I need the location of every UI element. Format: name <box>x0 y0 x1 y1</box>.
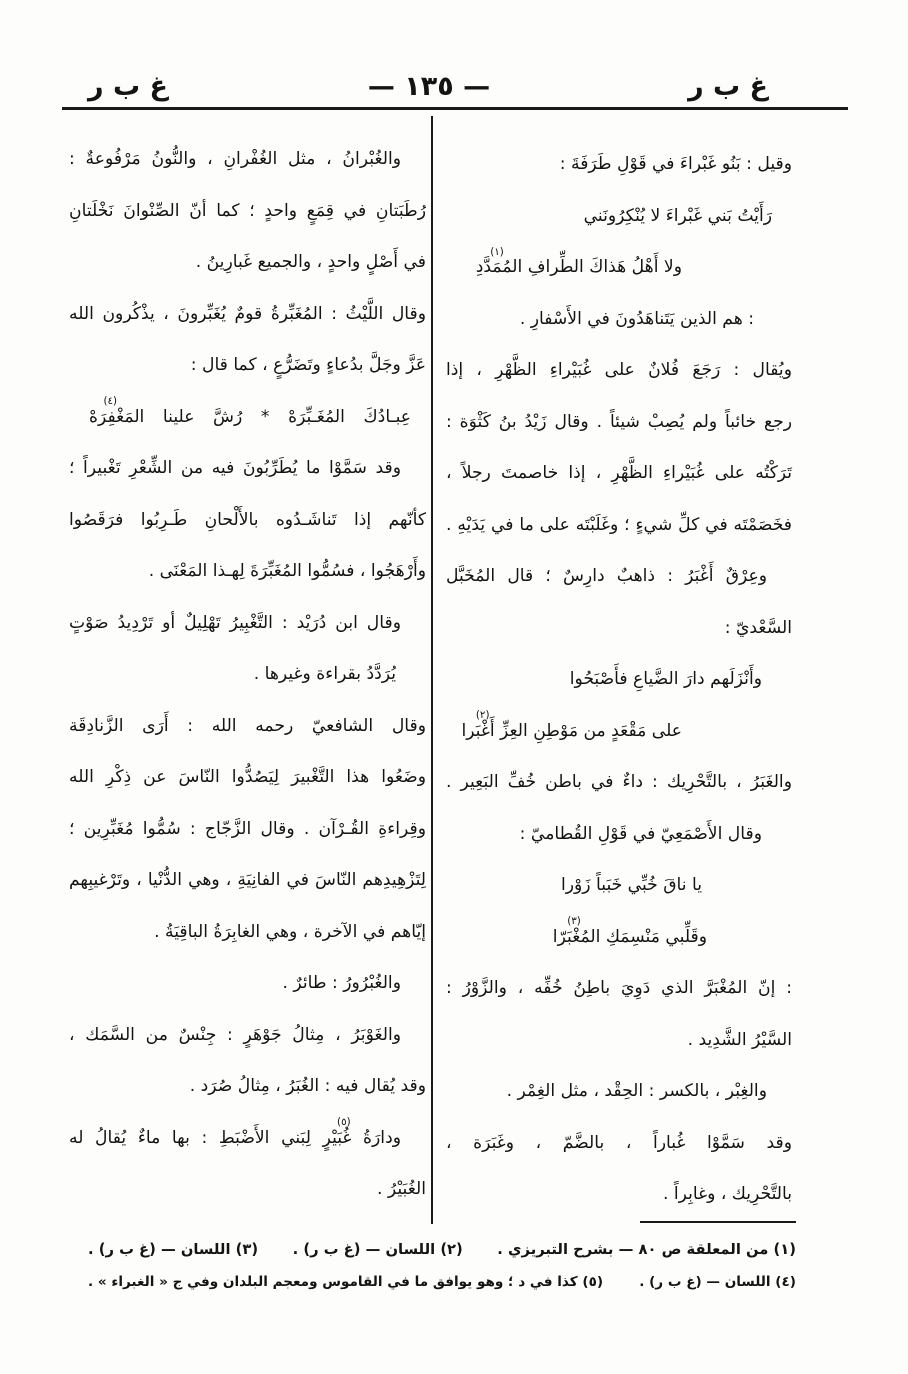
line-text: السَّيْرُ الشَّدِيد . <box>687 1029 792 1050</box>
footnotes-row <box>88 1237 796 1263</box>
line-content: ودارَةُ غُبَيْرٍ(٥) لِبَني الأَضْبَطِ : بها ماءٌ يُقالُ له <box>69 1116 401 1148</box>
footnote-number: (١) <box>773 1241 796 1258</box>
text-line <box>445 345 792 397</box>
text-line <box>68 649 426 701</box>
text-line <box>445 500 792 552</box>
text-line <box>68 1061 426 1113</box>
text-line <box>68 804 426 856</box>
line-text: الغُبَيْرُ . <box>377 1179 426 1199</box>
header-root-left: غ ب ر <box>88 71 168 102</box>
header-rule <box>62 107 848 110</box>
line-text: : إنّ المُغْبَرَّ الذي دَوِيَ باطِنُ خُفِّه ، والزَّوْرُ : <box>446 978 792 998</box>
header-root-right: غ ب ر <box>688 71 768 102</box>
verse-line <box>445 191 792 243</box>
line-text: لِتَزْهِيدِهم النّاسَ في الفانِيَةِ ، وهي الدُّنْيا ، وتَرْغيبِهم <box>69 870 426 890</box>
footnote-text: من المعلقة ص ٨٠ — بشرح التبريزي . <box>497 1241 769 1258</box>
line-text: وقَلِّبي مَنْسِمَكِ المُغْبَرّا <box>552 926 707 947</box>
footnote-text: اللسان — (غ ب ر) . <box>292 1241 436 1258</box>
line-text: تَرَكْتُه على غُبَيْراءِ الظَّهْرِ ، إذا خاصمتَ رجلاً ، <box>446 463 792 483</box>
text-line <box>68 907 426 959</box>
footnote-number: (٢) <box>440 1241 463 1258</box>
text-line <box>445 294 792 346</box>
text-line <box>68 1164 426 1216</box>
line-text: وقد سَمَّوْا ما يُطَرِّبُونَ فيه من الشِّعْرِ تَغْبيراً ؛ <box>69 458 401 478</box>
footnote-separator <box>640 1221 796 1223</box>
line-text: والغُبْرُورُ : طائرٌ . <box>282 973 401 993</box>
line-text: في أَصْلٍ واحدٍ ، والجميع غَبارِينُ . <box>195 252 426 272</box>
line-text: وقِراءةِ القُـرْآن . وقال الزَّجّاج : سُمُّوا مُغَبِّرِين ؛ <box>69 818 426 839</box>
text-line <box>445 1066 792 1118</box>
footnote-text: اللسان — (غ ب ر) . <box>88 1241 231 1258</box>
line-text: والغُبْرانُ ، مثل الغُفْرانِ ، والنُّونُ مَرْفُوعةٌ : <box>69 149 401 169</box>
column-divider <box>431 116 433 1224</box>
footnote-item <box>497 1237 796 1263</box>
verse-line <box>445 706 792 758</box>
footnote-item <box>88 1237 258 1263</box>
line-text: ودارَةُ غُبَيْرٍ <box>322 1127 401 1148</box>
line-text: فخَصَمْتَه في كلِّ شيءٍ ؛ وغَلَبْتَه على ما في يَدَيْهِ . <box>446 514 792 535</box>
footnote-number: (٥) <box>582 1274 604 1290</box>
line-text: وقد سَمَّوْا غُباراً ، بالضَّمّ ، وغَبَرَة ، <box>446 1132 792 1153</box>
line-text: وقال الشافعيّ رحمه الله : أَرَى الزَّنادِقَة <box>69 715 426 736</box>
line-text: السَّعْديّ : <box>724 617 792 638</box>
verse-line <box>68 392 426 444</box>
text-line <box>445 1169 792 1221</box>
line-content: ولا أَهْلُ هَذاكَ الطِّرافِ المُمَدَّدِ(١) <box>475 245 682 277</box>
line-text: والغِبْر ، بالكسر : الحِقْد ، مثل الغِمْر . <box>506 1081 767 1101</box>
footnote-item <box>293 1237 463 1263</box>
text-line <box>68 237 426 289</box>
line-text-continued: لِبَني الأَضْبَطِ : بها ماءٌ يُقالُ له <box>69 1127 311 1148</box>
line-text: رُطَبَتانِ في قِمَعٍ واحدٍ ؛ كما أنّ الصِّنْوانَ نَخْلَتانِ <box>69 200 426 221</box>
text-line <box>68 752 426 804</box>
left-column <box>68 134 426 1216</box>
text-line <box>445 809 792 861</box>
line-text: كأنّهم إذا تَناشَـدُوه بالأَلْحانِ طَـرِبُوا فرَقَصُوا <box>69 509 426 530</box>
text-line <box>68 1113 426 1165</box>
line-text: ويُقال : رَجَعَ فُلانٌ على غُبَيْراءِ الظَّهْرِ ، إذا <box>446 360 792 380</box>
footnote-text: كذا في د ؛ وهو يوافق ما في القاموس ومعجم البلدان وفي ج « الغبراء » . <box>88 1274 578 1290</box>
line-text: عِبـادُكَ المُغَـبِّرَهْ * رُشَّ علينا المَغْفِرَهْ <box>89 406 411 427</box>
text-line <box>445 1015 792 1067</box>
text-line <box>68 1010 426 1062</box>
text-line <box>445 1118 792 1170</box>
footnotes-row <box>88 1269 796 1295</box>
line-text: على مَقْعَدٍ من مَوْطِنِ العِزِّ أَغْبَرا <box>461 720 682 741</box>
footnote-item <box>639 1269 796 1295</box>
footnote-number: (٤) <box>775 1274 796 1290</box>
text-line <box>445 963 792 1015</box>
line-text: وقد يُقال فيه : الغُبَرُ ، مِثالُ صُرَد . <box>189 1076 426 1096</box>
text-line <box>445 139 792 191</box>
line-text: والغَبَرُ ، بالتَّحْرِيك : داءٌ في باطن خُفِّ البَعِير . <box>446 772 792 792</box>
text-line <box>68 289 426 341</box>
line-text: عَزَّ وجَلَّ بدُعاءٍ وتَضَرُّعٍ ، كما قال : <box>190 355 426 375</box>
verse-line <box>445 242 792 294</box>
text-line <box>445 397 792 449</box>
footnote-item <box>88 1269 603 1295</box>
verse-line <box>445 860 792 912</box>
text-line <box>68 546 426 598</box>
line-content: عِبـادُكَ المُغَـبِّرَهْ * رُشَّ علينا المَغْفِرَهْ(٤) <box>89 395 411 427</box>
line-text: وعِرْقٌ أَغْبَرُ : ذاهبٌ دارِسٌ ؛ قال المُخَبَّل <box>446 566 767 586</box>
line-text: وقال اللَّيْثُ : المُغَبِّرةُ قومٌ يُغَبِّرونَ ، يذْكُرون الله <box>69 303 426 324</box>
text-line <box>68 855 426 907</box>
line-content: وقَلِّبي مَنْسِمَكِ المُغْبَرّا(٣) <box>552 915 707 947</box>
line-text: وأَنْزَلَهم دارَ الضَّياعِ فأَصْبَحُوا <box>569 669 762 689</box>
footnote-number: (٣) <box>235 1241 259 1258</box>
text-line <box>68 598 426 650</box>
text-line <box>68 443 426 495</box>
line-text: إيّاهم في الآخرة ، وهي الغابِرَةُ الباقِيَةُ . <box>154 921 426 942</box>
page-number: — ١٣٥ — <box>367 71 491 102</box>
line-text: وأَرْهَجُوا ، فسُمُّوا المُغَبِّرَةَ لِهـذا المَعْنَى . <box>148 561 426 581</box>
line-text: بالتَّحْرِيك ، وغابِراً . <box>662 1184 792 1204</box>
text-line <box>68 495 426 547</box>
line-text: وقال ابن دُرَيْد : التَّغْبِيرُ تَهْلِيلٌ أو تَرْدِيدُ صَوْتٍ <box>69 612 401 633</box>
line-text: يا ناقَ خُبِّي خَبَباً زَوْرا <box>560 875 702 895</box>
line-text: يُرَدَّدُ بقراءة وغيرها . <box>253 664 396 684</box>
line-text: وقيل : بَنُو غَبْراءَ في قَوْلِ طَرَفَةَ : <box>559 154 792 174</box>
line-text: رجع خائباً ولم يُصِبْ شيئاً . وقال زَيْدُ بنُ كَثْوَة : <box>446 411 792 432</box>
verse-line <box>445 654 792 706</box>
text-line <box>445 757 792 809</box>
line-text: وقال الأَصْمَعِيّ في قَوْلِ القُطاميّ : <box>519 823 762 844</box>
line-text: : هم الذين يَتَناهَدُونَ في الأَسْفارِ . <box>519 308 754 329</box>
text-line <box>68 958 426 1010</box>
line-text: وضَعُوا هذا التَّغْبيرَ لِيَصُدُّوا النّاسَ عن ذِكْرِ الله <box>69 767 426 787</box>
text-line <box>68 340 426 392</box>
text-line <box>68 701 426 753</box>
text-line <box>68 186 426 238</box>
line-content: على مَقْعَدٍ من مَوْطِنِ العِزِّ أَغْبَرا(٢) <box>461 709 682 741</box>
right-column <box>445 139 792 1221</box>
text-line <box>445 603 792 655</box>
text-line <box>445 551 792 603</box>
verse-line <box>445 912 792 964</box>
line-text: ولا أَهْلُ هَذاكَ الطِّرافِ المُمَدَّدِ <box>475 257 682 277</box>
line-text: والغَوْبَرُ ، مِثالُ جَوْهَرٍ : جِنْسٌ من السَّمَك ، <box>69 1024 401 1045</box>
footnote-text: اللسان — (غ ب ر) . <box>639 1274 771 1290</box>
text-line <box>445 448 792 500</box>
text-line <box>68 134 426 186</box>
line-text: رَأَيْتُ بَني غَبْراءَ لا يُنْكِرُونَني <box>583 205 772 226</box>
